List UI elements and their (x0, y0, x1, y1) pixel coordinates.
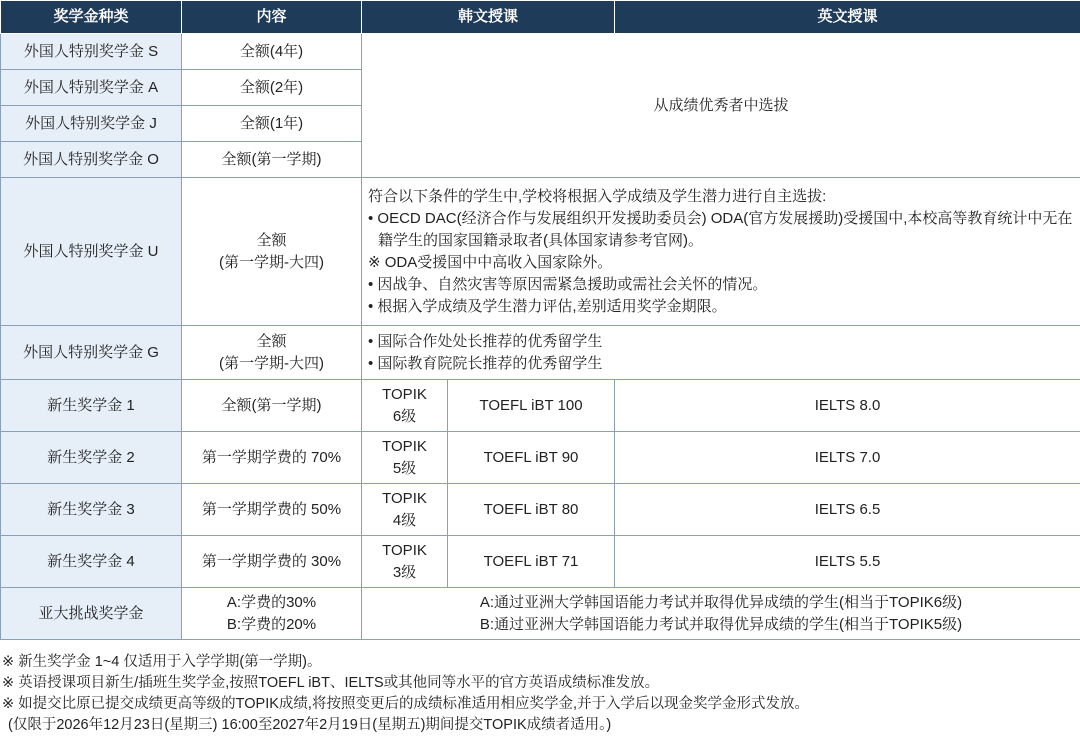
toefl-score: TOEFL iBT 100 (448, 380, 615, 432)
topik-level (362, 380, 448, 432)
topik-grade: 5级 (392, 459, 417, 477)
scholarship-content: 全额(1年) (182, 106, 362, 142)
scholarship-content (182, 326, 362, 380)
scholarship-content: 全额(4年) (182, 34, 362, 70)
header-english-taught: 英文授课 (615, 1, 1080, 34)
criteria-line: • 因战争、自然灾害等原因需紧急援助或需社会关怀的情况。 (368, 275, 768, 293)
topik-grade: 6级 (392, 407, 417, 425)
scholarship-name: 外国人特别奖学金 G (1, 326, 182, 380)
scholarship-name: 外国人特别奖学金 U (1, 178, 182, 326)
scholarship-content (182, 178, 362, 326)
criteria-line: A:通过亚洲大学韩国语能力考试并取得优异成绩的学生(相当于TOPIK6级) (479, 593, 963, 611)
g-criteria (362, 326, 1080, 380)
content-line: 全额 (256, 231, 287, 249)
criteria-line: • 根据入学成绩及学生潜力评估,差别适用奖学金期限。 (368, 297, 727, 315)
content-line: B:学费的20% (226, 615, 317, 633)
scholarship-content: 全额(第一学期) (182, 142, 362, 178)
footnote: ※ 如提交比原已提交成绩更高等级的TOPIK成绩,将按照变更后的成绩标准适用相应奖学金,并于入学后以现金奖学金形式发放。 (2, 696, 809, 712)
footnote: (仅限于2026年12月23日(星期三) 16:00至2027年2月19日(星期五)期间提交TOPIK成绩者适用。) (8, 717, 612, 733)
header-content: 内容 (182, 1, 362, 34)
topik-label: TOPIK (382, 541, 427, 559)
toefl-score: TOEFL iBT 71 (448, 536, 615, 588)
scholarship-name: 亚大挑战奖学金 (1, 588, 182, 640)
topik-label: TOPIK (382, 489, 427, 507)
u-criteria (362, 178, 1080, 326)
content-line: A:学费的30% (226, 593, 317, 611)
criteria-line: B:通过亚洲大学韩国语能力考试并取得优异成绩的学生(相当于TOPIK5级) (479, 615, 963, 633)
topik-grade: 3级 (392, 563, 417, 581)
special-criteria: 从成绩优秀者中选拔 (362, 34, 1080, 178)
criteria-line: • OECD DAC(经济合作与发展组织开发援助委员会) ODA(官方发展援助)受援国中,本校高等教育统计中无在籍学生的国家国籍录取者(具体国家请参考官网)。 (368, 209, 1073, 249)
criteria-line: • 国际教育院院长推荐的优秀留学生 (368, 354, 603, 372)
content-line: 全额 (256, 332, 287, 350)
table-row (1, 34, 1080, 70)
scholarship-content: 第一学期学费的 30% (182, 536, 362, 588)
ielts-score: IELTS 7.0 (615, 432, 1080, 484)
table-header-row (1, 1, 1080, 34)
ielts-score: IELTS 5.5 (615, 536, 1080, 588)
scholarship-name: 新生奖学金 4 (1, 536, 182, 588)
topik-grade: 4级 (392, 511, 417, 529)
content-line: (第一学期-大四) (219, 354, 324, 372)
content-line: (第一学期-大四) (219, 253, 324, 271)
table-row (1, 432, 1080, 484)
scholarship-name: 外国人特别奖学金 O (1, 142, 182, 178)
scholarship-content: 第一学期学费的 70% (182, 432, 362, 484)
topik-level (362, 536, 448, 588)
scholarship-name: 外国人特别奖学金 A (1, 70, 182, 106)
scholarship-content: 全额(第一学期) (182, 380, 362, 432)
scholarship-name: 新生奖学金 1 (1, 380, 182, 432)
topik-label: TOPIK (382, 385, 427, 403)
table-row (1, 326, 1080, 380)
ielts-score: IELTS 6.5 (615, 484, 1080, 536)
criteria-line: • 国际合作处处长推荐的优秀留学生 (368, 332, 603, 350)
footnote: ※ 英语授课项目新生/插班生奖学金,按照TOEFL iBT、IELTS或其他同等水平的官方英语成绩标准发放。 (2, 675, 660, 691)
footnotes (0, 652, 1080, 736)
topik-label: TOPIK (382, 437, 427, 455)
criteria-line: 符合以下条件的学生中,学校将根据入学成绩及学生潜力进行自主选拔: (368, 187, 827, 205)
topik-level (362, 432, 448, 484)
criteria-line: ※ ODA受援国中中高收入国家除外。 (368, 253, 613, 271)
toefl-score: TOEFL iBT 90 (448, 432, 615, 484)
topik-level (362, 484, 448, 536)
table-row (1, 588, 1080, 640)
header-scholarship-type: 奖学金种类 (1, 1, 182, 34)
table-row (1, 380, 1080, 432)
scholarship-content: 全额(2年) (182, 70, 362, 106)
footnote: ※ 新生奖学金 1~4 仅适用于入学学期(第一学期)。 (2, 654, 322, 670)
scholarship-content (182, 588, 362, 640)
table-row (1, 484, 1080, 536)
table-row (1, 536, 1080, 588)
header-korean-taught: 韩文授课 (362, 1, 615, 34)
scholarship-name: 新生奖学金 2 (1, 432, 182, 484)
scholarship-name: 外国人特别奖学金 S (1, 34, 182, 70)
ielts-score: IELTS 8.0 (615, 380, 1080, 432)
scholarship-name: 外国人特别奖学金 J (1, 106, 182, 142)
challenge-criteria (362, 588, 1080, 640)
scholarship-content: 第一学期学费的 50% (182, 484, 362, 536)
table-row (1, 178, 1080, 326)
scholarship-name: 新生奖学金 3 (1, 484, 182, 536)
toefl-score: TOEFL iBT 80 (448, 484, 615, 536)
